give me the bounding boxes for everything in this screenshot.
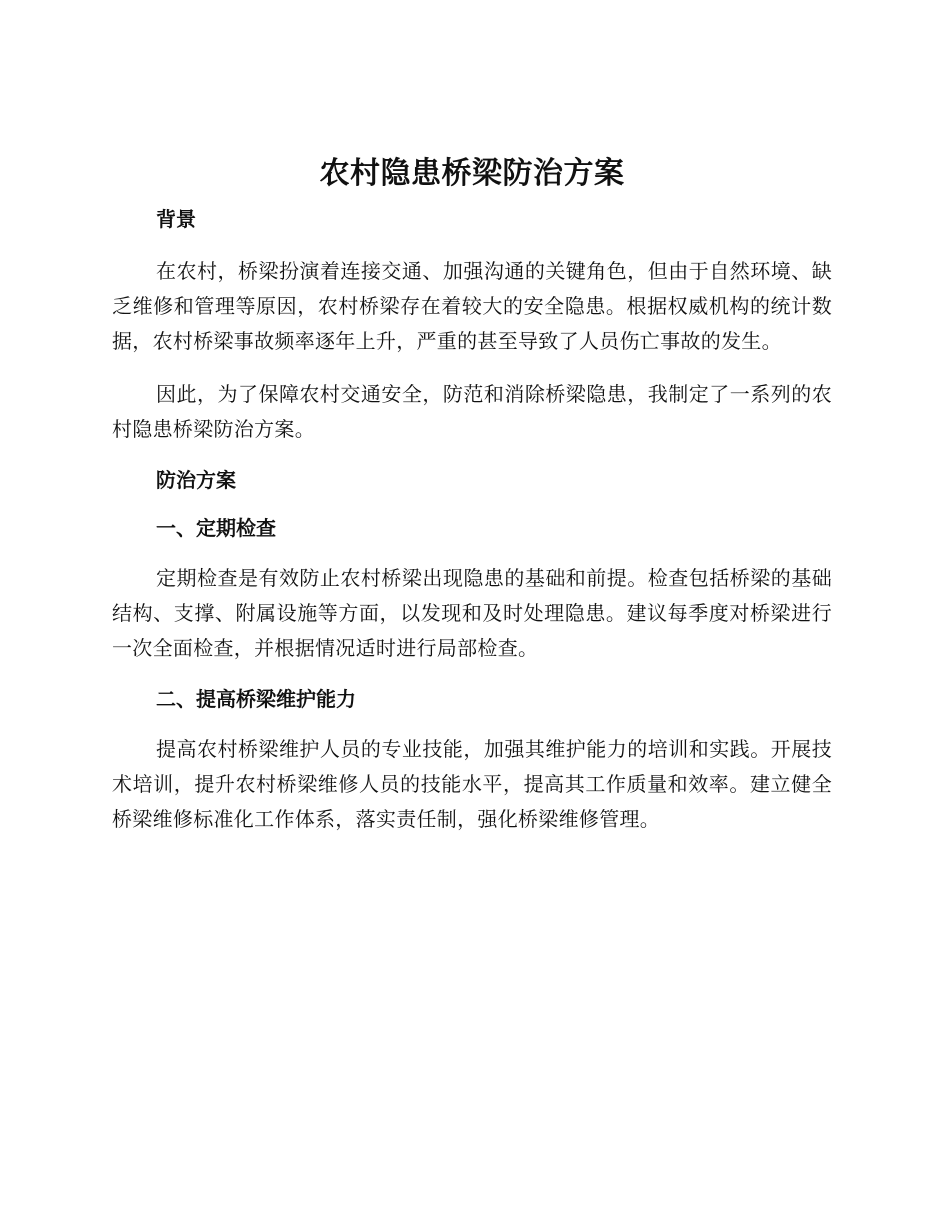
spacer (112, 666, 832, 684)
plan-heading: 防治方案 (156, 468, 236, 492)
spacer (112, 495, 832, 513)
background-heading: 背景 (156, 207, 196, 231)
background-paragraph-2: 因此，为了保障农村交通安全，防范和消除桥梁隐患，我制定了一系列的农村隐患桥梁防治方案。 (112, 382, 832, 441)
section-heading-1: 一、定期检查 (156, 516, 276, 540)
background-paragraph-1: 在农村，桥梁扮演着连接交通、加强沟通的关键角色，但由于自然环境、缺乏维修和管理等原因，农村桥梁存在着较大的安全隐患。根据权威机构的统计数据，农村桥梁事故频率逐年上升，严重的甚至导致了人员伤亡事故的发生。 (112, 259, 832, 353)
section-paragraph-2: 提高农村桥梁维护人员的专业技能，加强其维护能力的培训和实践。开展技术培训，提升农村桥梁维修人员的技能水平，提高其工作质量和效率。建立健全桥梁维修标准化工作体系，落实责任制，强化桥梁维修管理。 (112, 737, 832, 831)
spacer (112, 447, 832, 465)
section-heading-2: 二、提高桥梁维护能力 (156, 687, 356, 711)
spacer (112, 714, 832, 732)
document-title: 农村隐患桥梁防治方案 (319, 156, 625, 191)
spacer (112, 234, 832, 254)
spacer (112, 543, 832, 561)
spacer (112, 359, 832, 377)
section-paragraph-1: 定期检查是有效防止农村桥梁出现隐患的基础和前提。检查包括桥梁的基础结构、支撑、附属设施等方面，以发现和及时处理隐患。建议每季度对桥梁进行一次全面检查，并根据情况适时进行局部检查。 (112, 566, 832, 660)
